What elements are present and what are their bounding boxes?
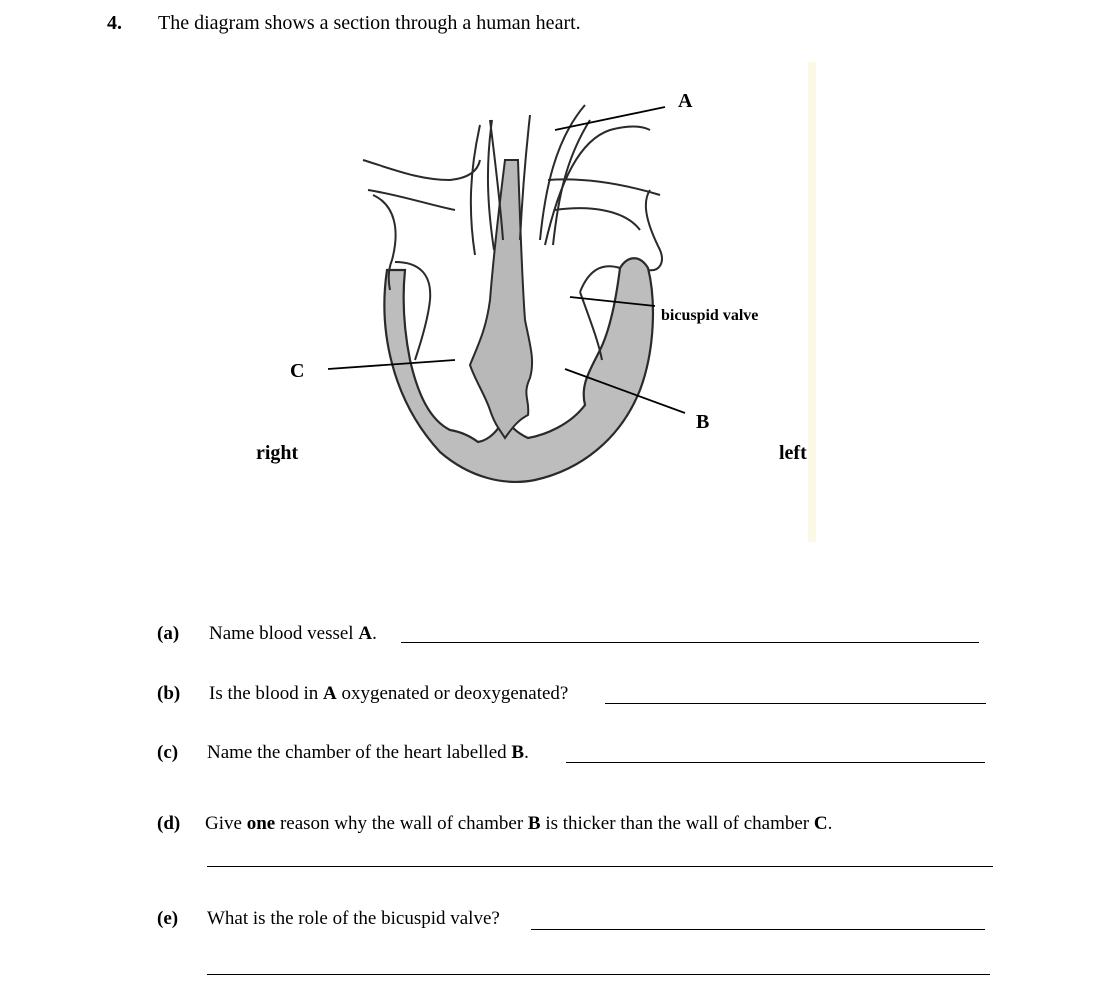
answer-line-c[interactable] <box>566 762 985 763</box>
part-d-text2: reason why the wall of chamber <box>275 813 528 834</box>
label-B: B <box>696 411 710 433</box>
vessel-left-branch <box>471 120 494 255</box>
part-d-bold3: C <box>813 813 828 834</box>
part-e-letter: (e) <box>157 908 179 929</box>
leader-A <box>555 107 665 130</box>
part-d-text3: is thicker than the wall of chamber <box>540 813 814 834</box>
answer-line-b[interactable] <box>605 703 986 704</box>
part-d-bold2: B <box>527 813 541 834</box>
tricuspid-flap <box>415 300 430 360</box>
part-b-question <box>209 683 568 705</box>
answer-line-a[interactable] <box>401 642 979 643</box>
part-d-text1: Give <box>205 813 247 834</box>
label-left: left <box>779 442 807 464</box>
part-d-bold1: one <box>246 813 276 834</box>
part-d-question <box>205 813 832 835</box>
vessel-arch-right <box>540 105 590 245</box>
label-C: C <box>290 360 305 382</box>
part-a-end: . <box>372 623 377 644</box>
part-c-end: . <box>524 742 529 763</box>
part-a-bold: A <box>358 623 373 644</box>
bicuspid-flap <box>580 292 602 360</box>
part-b-bold: A <box>323 683 337 704</box>
label-right: right <box>256 442 299 464</box>
part-b-text: Is the blood in <box>209 683 323 704</box>
label-A: A <box>678 90 693 112</box>
part-a-text: Name blood vessel <box>209 623 359 644</box>
part-a-letter: (a) <box>157 623 180 644</box>
part-a-question <box>209 623 377 645</box>
question-stem: The diagram shows a section through a human heart. <box>158 12 581 34</box>
vena-cava <box>363 160 480 210</box>
part-c-question <box>207 742 529 764</box>
part-e-question: What is the role of the bicuspid valve? <box>207 908 500 929</box>
pulmonary-vein-left <box>548 179 660 230</box>
answer-line-d[interactable] <box>207 866 993 867</box>
page-edge-shade <box>808 62 816 542</box>
part-d-end: . <box>827 813 833 834</box>
part-b-end: oxygenated or deoxygenated? <box>336 683 569 704</box>
part-c-text: Name the chamber of the heart labelled <box>207 742 512 763</box>
part-b-letter: (b) <box>157 683 181 704</box>
label-bicuspid-valve: bicuspid valve <box>661 307 759 324</box>
part-d-letter: (d) <box>157 813 181 834</box>
question-number: 4. <box>107 12 122 34</box>
answer-line-e2[interactable] <box>207 974 990 975</box>
part-c-bold: B <box>511 742 525 763</box>
answer-line-e1[interactable] <box>531 929 985 930</box>
part-c-letter: (c) <box>157 742 179 763</box>
